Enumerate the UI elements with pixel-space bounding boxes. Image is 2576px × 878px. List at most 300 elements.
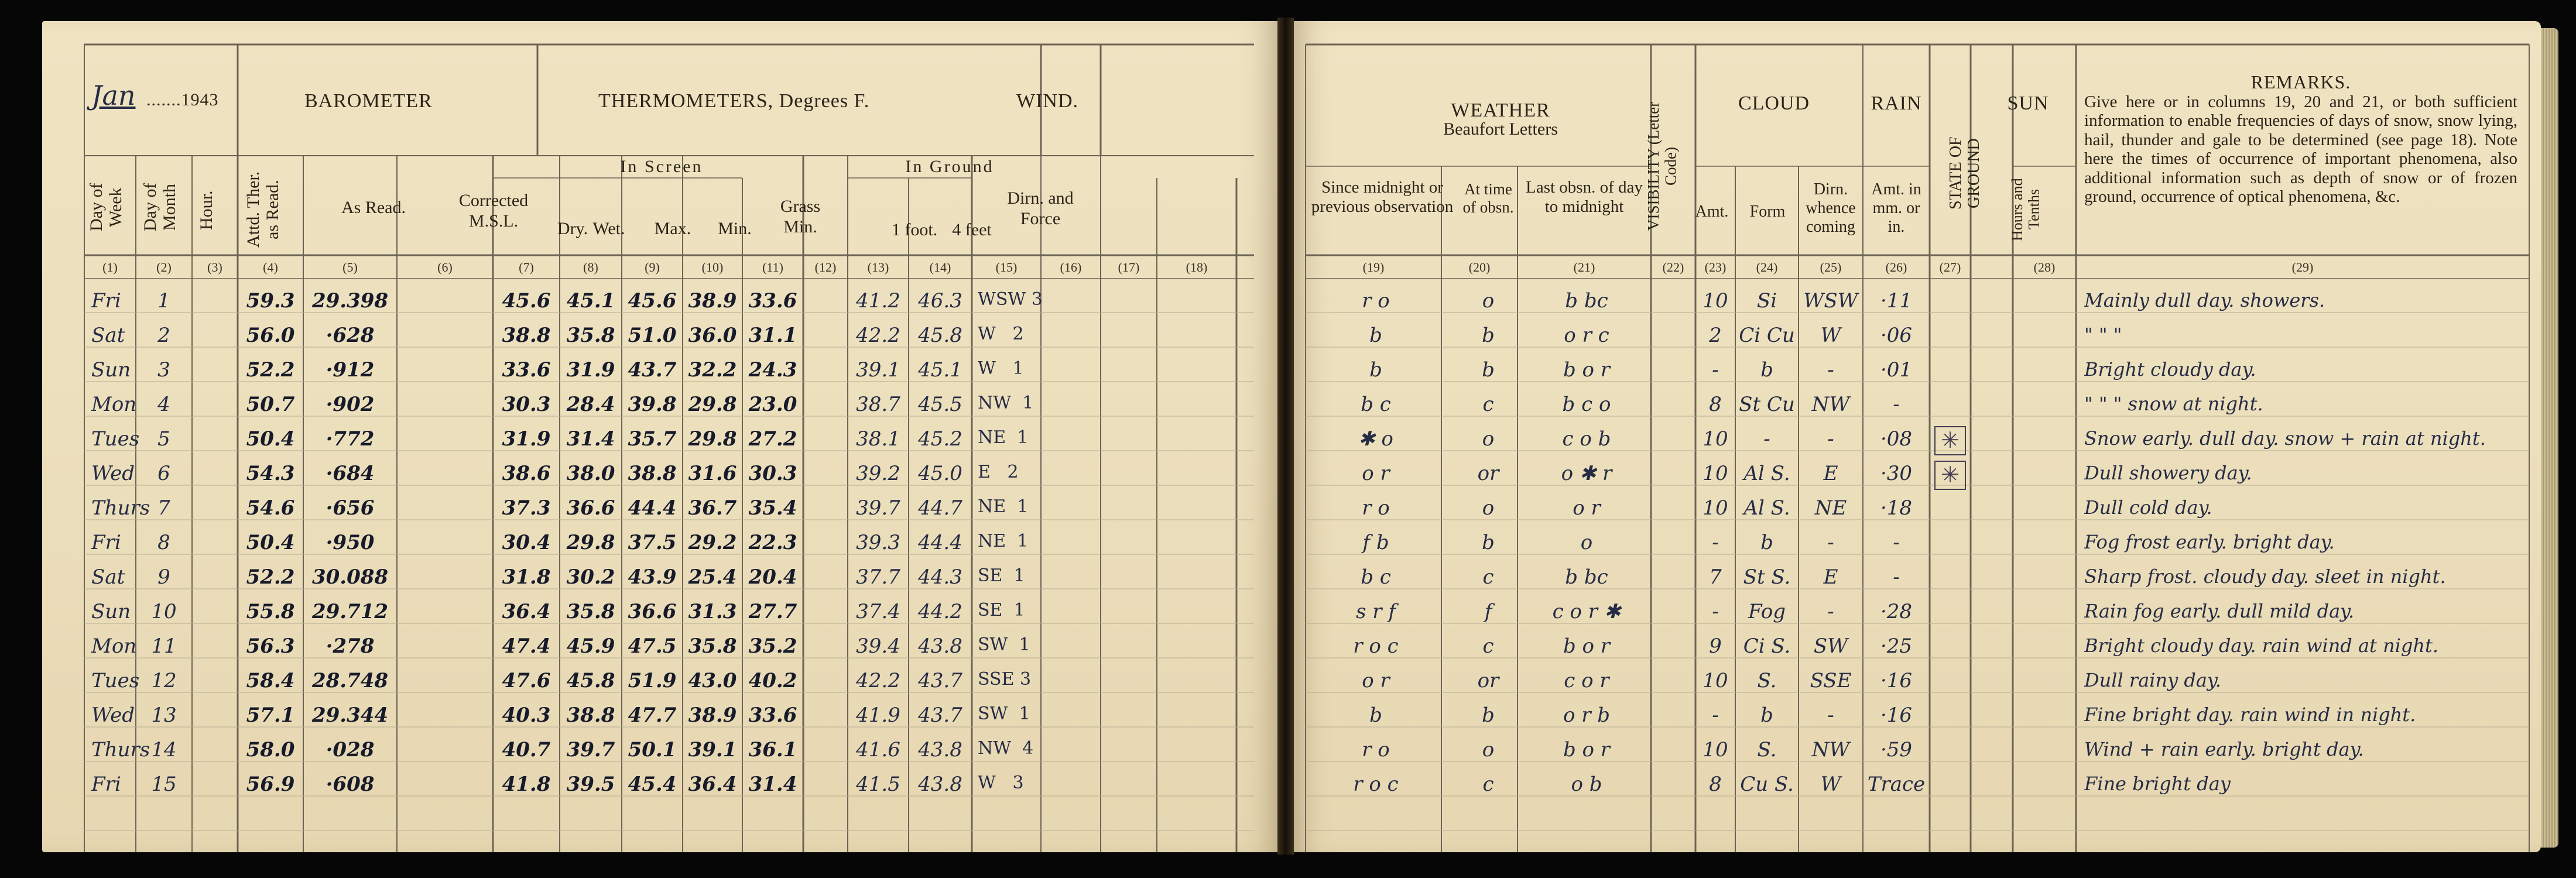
- attd-ther-cell: 58.4: [246, 669, 295, 692]
- column-number: (21): [1573, 260, 1595, 275]
- wet-temp-cell: 39.7: [566, 738, 615, 762]
- min-temp-cell: 36.0: [688, 324, 737, 347]
- form-header: Form: [1749, 203, 1786, 221]
- attd-ther-cell: 54.6: [246, 496, 295, 520]
- max-temp-cell: 35.7: [628, 427, 677, 451]
- weather-at-obs-cell: o: [1482, 496, 1495, 520]
- min-temp-cell: 31.3: [688, 600, 737, 623]
- weather-last-obs-cell: b o r: [1563, 358, 1611, 382]
- cloud-form-cell: S.: [1757, 738, 1777, 762]
- remark-cell: Fine bright day. rain wind in night.: [2084, 704, 2416, 726]
- day-of-week-cell: Sat: [91, 565, 125, 589]
- one-foot-temp-cell: 37.7: [856, 565, 900, 589]
- pressure-read-cell: 30.088: [311, 565, 389, 589]
- grass-min-cell: 24.3: [748, 358, 797, 382]
- max-temp-cell: 50.1: [628, 738, 677, 762]
- day-of-week-cell: Thurs: [91, 496, 150, 520]
- cloud-form-cell: Si: [1756, 289, 1777, 313]
- remark-cell: Snow early. dull day. snow + rain at night.: [2084, 427, 2486, 450]
- cloud-direction-cell: NW: [1811, 738, 1850, 762]
- wet-temp-cell: 36.6: [566, 496, 615, 520]
- weather-last-obs-cell: c o b: [1562, 427, 1611, 451]
- day-of-week-cell: Tues: [91, 669, 140, 692]
- grass-min-cell: 23.0: [748, 393, 797, 416]
- min-temp-cell: 32.2: [688, 358, 737, 382]
- weather-last-obs-cell: o ✱ r: [1561, 462, 1612, 485]
- cloud-amount-cell: 10: [1703, 669, 1728, 692]
- cloud-direction-cell: NE: [1814, 496, 1847, 520]
- at-time-header: At time of obsn.: [1462, 180, 1514, 217]
- cloud-amount-cell: 10: [1703, 496, 1728, 520]
- weather-since-midnight-cell: r o: [1362, 496, 1390, 520]
- wind-dir-force-cell: SSE 3: [978, 669, 1032, 690]
- remarks-title: REMARKS.: [2250, 71, 2351, 92]
- column-number: (16): [1060, 260, 1082, 275]
- four-feet-temp-cell: 45.0: [918, 462, 962, 485]
- cloud-direction-cell: SSE: [1810, 669, 1852, 692]
- left-page: [42, 21, 1277, 852]
- wind-dir-force-cell: E 2: [978, 462, 1019, 482]
- weather-since-midnight-cell: ✱ o: [1358, 427, 1393, 451]
- attd-ther-cell: 50.4: [246, 531, 295, 554]
- grass-min-cell: 27.2: [748, 427, 797, 451]
- wind-dir-force-cell: WSW 3: [978, 289, 1043, 310]
- cloud-form-cell: S.: [1757, 669, 1777, 692]
- remark-cell: Rain fog early. dull mild day.: [2084, 600, 2355, 622]
- barometer-header: BAROMETER: [304, 90, 433, 112]
- pressure-read-cell: ·278: [326, 635, 375, 658]
- weather-at-obs-cell: b: [1482, 358, 1495, 382]
- grass-min-cell: 35.2: [748, 635, 797, 658]
- dry-temp-cell: 31.9: [502, 427, 551, 451]
- rain-amount-cell: ·11: [1880, 289, 1913, 313]
- wet-header: Wet.: [592, 219, 625, 238]
- column-number: (7): [519, 260, 534, 275]
- wet-temp-cell: 31.4: [566, 427, 615, 451]
- pressure-read-cell: ·772: [326, 427, 375, 451]
- day-of-month-cell: 7: [157, 496, 170, 520]
- one-foot-temp-cell: 39.3: [856, 531, 900, 554]
- rain-amount-cell: -: [1893, 531, 1900, 554]
- weather-since-midnight-cell: b: [1369, 324, 1382, 347]
- cloud-amount-cell: 2: [1709, 324, 1722, 347]
- wet-temp-cell: 39.5: [566, 773, 615, 796]
- grass-min-cell: 22.3: [748, 531, 797, 554]
- snow-ground-symbol: ✳: [1934, 426, 1966, 455]
- remark-cell: " " ": [2084, 324, 2122, 346]
- column-number: (19): [1362, 260, 1385, 275]
- one-foot-temp-cell: 41.9: [856, 704, 900, 727]
- attd-ther-cell: 59.3: [246, 289, 295, 313]
- remark-cell: Dull cold day.: [2084, 496, 2212, 519]
- weather-since-midnight-cell: b: [1369, 358, 1382, 382]
- day-of-month-cell: 4: [157, 393, 170, 416]
- one-foot-header: 1 foot.: [891, 220, 938, 239]
- attd-ther-cell: 57.1: [246, 704, 295, 727]
- cloud-form-cell: b: [1760, 358, 1773, 382]
- dry-temp-cell: 40.7: [502, 738, 551, 762]
- weather-last-obs-cell: b o r: [1563, 635, 1611, 658]
- cloud-form-cell: b: [1760, 531, 1773, 554]
- cloud-form-cell: St Cu: [1739, 393, 1795, 416]
- day-of-month-cell: 2: [157, 324, 170, 347]
- rain-amount-cell: -: [1893, 393, 1900, 416]
- rain-amount-cell: ·06: [1880, 324, 1913, 347]
- column-number: (12): [814, 260, 837, 275]
- attd-ther-cell: 52.2: [246, 358, 295, 382]
- four-feet-temp-cell: 43.7: [918, 704, 962, 727]
- four-feet-header: 4 feet: [952, 220, 992, 239]
- day-of-month-cell: 15: [151, 773, 177, 796]
- cloud-form-cell: St S.: [1743, 565, 1791, 589]
- cloud-direction-cell: -: [1827, 704, 1834, 727]
- wet-temp-cell: 45.1: [566, 289, 615, 313]
- cloud-amount-cell: 7: [1709, 565, 1722, 589]
- weather-at-obs-cell: c: [1482, 565, 1494, 589]
- attd-ther-cell: 52.2: [246, 565, 295, 589]
- last-obsn-header: Last obsn. of day to midnight: [1526, 178, 1643, 217]
- four-feet-temp-cell: 45.2: [918, 427, 962, 451]
- beaufort-header: Beaufort Letters: [1443, 119, 1558, 139]
- min-temp-cell: 25.4: [688, 565, 737, 589]
- wet-temp-cell: 35.8: [566, 600, 615, 623]
- weather-at-obs-cell: o: [1482, 427, 1495, 451]
- corrected-msl-header: Corrected M.S.L.: [458, 191, 529, 231]
- rain-amount-cell: ·25: [1880, 635, 1913, 658]
- cloud-direction-cell: -: [1827, 358, 1834, 382]
- day-of-month-cell: 14: [151, 738, 177, 762]
- thermometers-header: THERMOMETERS, Degrees F.: [598, 90, 870, 112]
- grass-min-cell: 30.3: [748, 462, 797, 485]
- dry-temp-cell: 47.4: [502, 635, 551, 658]
- remark-cell: Bright cloudy day. rain wind at night.: [2084, 635, 2439, 657]
- pressure-read-cell: ·902: [326, 393, 375, 416]
- weather-last-obs-cell: o: [1580, 531, 1593, 554]
- cloud-direction-cell: -: [1827, 531, 1834, 554]
- day-of-month-cell: 1: [157, 289, 170, 313]
- max-temp-cell: 37.5: [628, 531, 677, 554]
- pressure-read-cell: 29.398: [311, 289, 389, 313]
- dry-temp-cell: 45.6: [502, 289, 551, 313]
- rain-amt-header: Amt. in mm. or in.: [1871, 180, 1921, 236]
- max-temp-cell: 43.7: [628, 358, 677, 382]
- cloud-direction-cell: W: [1820, 773, 1841, 796]
- dirn-force-header: Dirn. and Force: [1007, 188, 1074, 228]
- wind-dir-force-cell: SE 1: [978, 565, 1025, 586]
- weather-at-obs-cell: b: [1482, 704, 1495, 727]
- amt-header: Amt.: [1695, 203, 1729, 221]
- rain-amount-cell: ·30: [1880, 462, 1913, 485]
- day-of-month-cell: 10: [151, 600, 177, 623]
- weather-since-midnight-cell: o r: [1362, 462, 1390, 485]
- sun-header: SUN: [2007, 92, 2049, 114]
- wet-temp-cell: 45.8: [566, 669, 615, 692]
- dirn-whence-header: Dirn. whence coming: [1806, 180, 1856, 236]
- weather-last-obs-cell: b bc: [1565, 289, 1608, 313]
- column-number: (27): [1939, 260, 1961, 275]
- cloud-amount-cell: 10: [1703, 427, 1728, 451]
- wind-dir-force-cell: SE 1: [978, 600, 1025, 620]
- cloud-header: CLOUD: [1738, 92, 1810, 114]
- wind-dir-force-cell: W 3: [978, 773, 1024, 793]
- grass-min-cell: 35.4: [748, 496, 797, 520]
- wind-header: WIND.: [1016, 90, 1079, 112]
- weather-last-obs-cell: o r c: [1564, 324, 1609, 347]
- dry-temp-cell: 41.8: [502, 773, 551, 796]
- weather-since-midnight-cell: r o: [1362, 289, 1390, 313]
- pressure-read-cell: ·028: [326, 738, 375, 762]
- one-foot-temp-cell: 41.2: [856, 289, 900, 313]
- dry-temp-cell: 31.8: [502, 565, 551, 589]
- dry-temp-cell: 38.6: [502, 462, 551, 485]
- wind-dir-force-cell: NW 1: [978, 393, 1034, 413]
- rain-amount-cell: ·16: [1880, 704, 1913, 727]
- column-number: (10): [701, 260, 724, 275]
- cloud-form-cell: Ci S.: [1743, 635, 1791, 658]
- remark-cell: Mainly dull day. showers.: [2084, 289, 2325, 311]
- max-temp-cell: 45.6: [628, 289, 677, 313]
- dry-temp-cell: 38.8: [502, 324, 551, 347]
- column-number: (14): [929, 260, 951, 275]
- pressure-read-cell: 28.748: [311, 669, 389, 692]
- column-number: (11): [762, 260, 783, 275]
- four-feet-temp-cell: 44.4: [918, 531, 962, 554]
- cloud-form-cell: -: [1763, 427, 1770, 451]
- four-feet-temp-cell: 43.8: [918, 635, 962, 658]
- grass-min-cell: 36.1: [748, 738, 797, 762]
- max-temp-cell: 47.5: [628, 635, 677, 658]
- day-of-week-cell: Thurs: [91, 738, 150, 762]
- weather-at-obs-cell: c: [1482, 773, 1494, 796]
- hours-tenths-header: Hours and Tenths: [2009, 178, 2043, 241]
- column-number: (17): [1118, 260, 1140, 275]
- max-temp-cell: 47.7: [628, 704, 677, 727]
- year-label: .......1943: [146, 90, 219, 109]
- min-temp-cell: 36.7: [688, 496, 737, 520]
- attd-ther-cell: 54.3: [246, 462, 295, 485]
- remark-cell: Bright cloudy day.: [2084, 358, 2256, 380]
- grass-min-cell: 20.4: [748, 565, 797, 589]
- one-foot-temp-cell: 38.1: [856, 427, 900, 451]
- one-foot-temp-cell: 39.7: [856, 496, 900, 520]
- min-temp-cell: 29.8: [688, 393, 737, 416]
- cloud-amount-cell: -: [1712, 600, 1719, 623]
- cloud-amount-cell: 10: [1703, 289, 1728, 313]
- pressure-read-cell: ·656: [326, 496, 375, 520]
- day-of-month-cell: 13: [151, 704, 177, 727]
- min-temp-cell: 31.6: [688, 462, 737, 485]
- weather-since-midnight-cell: o r: [1362, 669, 1390, 692]
- remark-cell: Dull rainy day.: [2084, 669, 2221, 691]
- cloud-direction-cell: E: [1823, 462, 1838, 485]
- weather-last-obs-cell: c o r: [1564, 669, 1609, 692]
- four-feet-temp-cell: 44.2: [918, 600, 962, 623]
- weather-since-midnight-cell: r o c: [1353, 635, 1399, 658]
- column-number: (4): [263, 260, 278, 275]
- dry-temp-cell: 47.6: [502, 669, 551, 692]
- page-edges: [2541, 28, 2558, 848]
- day-of-week-cell: Fri: [91, 773, 121, 796]
- column-number: (28): [2033, 260, 2056, 275]
- dry-header: Dry.: [557, 219, 588, 238]
- weather-last-obs-cell: b c o: [1562, 393, 1611, 416]
- rain-amount-cell: Trace: [1867, 773, 1926, 796]
- column-number: (20): [1468, 260, 1491, 275]
- grass-min-cell: 31.1: [748, 324, 797, 347]
- visibility-header: VISIBILITY (Letter Code): [1645, 101, 1680, 231]
- four-feet-temp-cell: 44.3: [918, 565, 962, 589]
- column-number: (24): [1756, 260, 1778, 275]
- grass-min-cell: 31.4: [748, 773, 797, 796]
- attd-ther-cell: 56.0: [246, 324, 295, 347]
- weather-header: WEATHER: [1451, 100, 1550, 121]
- cloud-amount-cell: 8: [1709, 393, 1722, 416]
- remark-cell: Wind + rain early. bright day.: [2084, 738, 2364, 760]
- as-read-header: As Read.: [341, 198, 406, 217]
- column-number: (5): [342, 260, 358, 275]
- weather-last-obs-cell: c o r ✱: [1552, 600, 1621, 623]
- cloud-direction-cell: -: [1827, 427, 1834, 451]
- grass-min-cell: 27.7: [748, 600, 797, 623]
- rain-amount-cell: ·08: [1880, 427, 1913, 451]
- in-screen-header: In Screen: [620, 157, 703, 176]
- day-of-month-cell: 6: [157, 462, 170, 485]
- rain-amount-cell: ·16: [1880, 669, 1913, 692]
- cloud-direction-cell: WSW: [1803, 289, 1858, 313]
- day-of-week-header: Day of Week: [87, 183, 125, 232]
- snow-ground-symbol: ✳: [1934, 461, 1966, 490]
- dry-temp-cell: 36.4: [502, 600, 551, 623]
- wet-temp-cell: 38.8: [566, 704, 615, 727]
- dry-temp-cell: 40.3: [502, 704, 551, 727]
- four-feet-temp-cell: 44.7: [918, 496, 962, 520]
- day-of-month-cell: 8: [157, 531, 170, 554]
- column-number: (22): [1662, 260, 1684, 275]
- in-ground-header: In Ground: [905, 157, 994, 176]
- attd-ther-cell: 56.3: [246, 635, 295, 658]
- remark-cell: Fine bright day: [2084, 773, 2231, 795]
- weather-at-obs-cell: o: [1482, 738, 1495, 762]
- four-feet-temp-cell: 45.1: [918, 358, 962, 382]
- cloud-amount-cell: 10: [1703, 738, 1728, 762]
- wind-dir-force-cell: SW 1: [978, 704, 1030, 724]
- column-number: (1): [102, 260, 118, 275]
- max-temp-cell: 44.4: [628, 496, 677, 520]
- day-of-week-cell: Wed: [91, 704, 135, 727]
- day-of-week-cell: Fri: [91, 289, 121, 313]
- max-temp-cell: 51.0: [628, 324, 677, 347]
- max-temp-cell: 51.9: [628, 669, 677, 692]
- rain-amount-cell: -: [1893, 565, 1900, 589]
- since-midnight-header: Since midnight or previous observation: [1311, 178, 1454, 217]
- wind-dir-force-cell: W 1: [978, 358, 1024, 379]
- wind-dir-force-cell: NW 4: [978, 738, 1034, 759]
- grass-min-cell: 40.2: [748, 669, 797, 692]
- max-temp-cell: 43.9: [628, 565, 677, 589]
- column-number: (8): [583, 260, 598, 275]
- column-number: (25): [1820, 260, 1842, 275]
- weather-since-midnight-cell: r o: [1362, 738, 1390, 762]
- day-of-month-cell: 5: [157, 427, 170, 451]
- dry-temp-cell: 37.3: [502, 496, 551, 520]
- one-foot-temp-cell: 37.4: [856, 600, 900, 623]
- cloud-amount-cell: -: [1712, 704, 1719, 727]
- day-of-month-cell: 12: [151, 669, 177, 692]
- four-feet-temp-cell: 46.3: [918, 289, 962, 313]
- cloud-form-cell: Cu S.: [1740, 773, 1794, 796]
- rain-amount-cell: ·01: [1880, 358, 1913, 382]
- pressure-read-cell: 29.344: [311, 704, 389, 727]
- rain-amount-cell: ·18: [1880, 496, 1913, 520]
- wet-temp-cell: 38.0: [566, 462, 615, 485]
- rain-amount-cell: ·59: [1880, 738, 1913, 762]
- four-feet-temp-cell: 43.8: [918, 773, 962, 796]
- pressure-read-cell: 29.712: [311, 600, 389, 623]
- rain-header: RAIN: [1871, 92, 1922, 114]
- attd-ther-cell: 58.0: [246, 738, 295, 762]
- weather-at-obs-cell: c: [1482, 635, 1494, 658]
- wind-dir-force-cell: NE 1: [978, 531, 1029, 551]
- min-temp-cell: 29.2: [688, 531, 737, 554]
- hour-header: Hour.: [197, 190, 216, 230]
- wind-dir-force-cell: NE 1: [978, 496, 1029, 517]
- column-number: (26): [1885, 260, 1907, 275]
- day-of-month-cell: 11: [151, 635, 177, 658]
- min-temp-cell: 29.8: [688, 427, 737, 451]
- day-of-month-header: Day of Month: [141, 183, 179, 232]
- column-number: (18): [1186, 260, 1208, 275]
- min-header: Min.: [718, 219, 752, 238]
- cloud-form-cell: Al S.: [1743, 462, 1790, 485]
- wet-temp-cell: 31.9: [566, 358, 615, 382]
- dry-temp-cell: 33.6: [502, 358, 551, 382]
- column-number: (29): [2291, 260, 2314, 275]
- four-feet-temp-cell: 43.8: [918, 738, 962, 762]
- min-temp-cell: 38.9: [688, 704, 737, 727]
- weather-since-midnight-cell: s r f: [1356, 600, 1396, 623]
- day-of-week-cell: Sat: [91, 324, 125, 347]
- month-label: Jan: [91, 80, 136, 111]
- day-of-week-cell: Wed: [91, 462, 135, 485]
- cloud-direction-cell: E: [1823, 565, 1838, 589]
- attd-ther-cell: 50.4: [246, 427, 295, 451]
- max-temp-cell: 45.4: [628, 773, 677, 796]
- cloud-form-cell: Fog: [1748, 600, 1786, 623]
- one-foot-temp-cell: 42.2: [856, 324, 900, 347]
- weather-last-obs-cell: o r: [1573, 496, 1601, 520]
- min-temp-cell: 39.1: [688, 738, 737, 762]
- weather-last-obs-cell: b o r: [1563, 738, 1611, 762]
- column-number: (15): [995, 260, 1018, 275]
- wet-temp-cell: 29.8: [566, 531, 615, 554]
- weather-since-midnight-cell: r o c: [1353, 773, 1399, 796]
- day-of-month-cell: 3: [157, 358, 170, 382]
- four-feet-temp-cell: 45.8: [918, 324, 962, 347]
- remark-cell: Sharp frost. cloudy day. sleet in night.: [2084, 565, 2446, 588]
- cloud-amount-cell: 8: [1709, 773, 1722, 796]
- cloud-form-cell: b: [1760, 704, 1773, 727]
- column-number: (6): [437, 260, 453, 275]
- one-foot-temp-cell: 39.1: [856, 358, 900, 382]
- attd-ther-cell: 55.8: [246, 600, 295, 623]
- pressure-read-cell: ·950: [326, 531, 375, 554]
- min-temp-cell: 43.0: [688, 669, 737, 692]
- max-temp-cell: 36.6: [628, 600, 677, 623]
- weather-at-obs-cell: b: [1482, 531, 1495, 554]
- column-number: (3): [207, 260, 222, 275]
- cloud-direction-cell: SW: [1813, 635, 1848, 658]
- wind-dir-force-cell: W 2: [978, 324, 1024, 344]
